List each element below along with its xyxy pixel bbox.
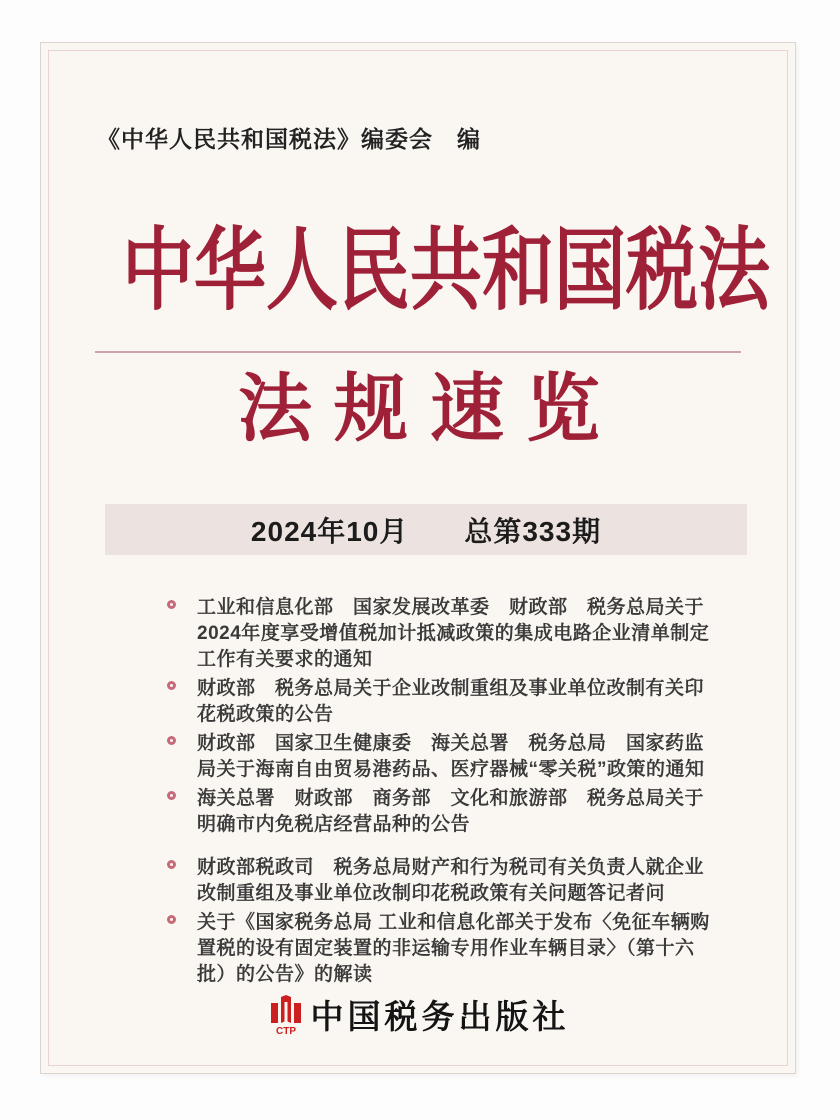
- publisher-logo-icon: [269, 994, 303, 1036]
- book-subtitle: 法规速览: [238, 369, 622, 451]
- list-item-text: 海关总署 财政部 商务部 文化和旅游部 税务总局关于明确市内免税店经营品种的公告: [197, 788, 705, 835]
- list-item-text: 工业和信息化部 国家发展改革委 财政部 税务总局关于2024年度享受增值税加计抵减政策的集成电路企业清单制定工作有关要求的通知: [197, 597, 710, 670]
- issue-date: 2024年10月: [250, 515, 409, 547]
- ring-bullet-icon: [167, 681, 176, 690]
- publisher-name: 中国税务出版社: [310, 1000, 570, 1036]
- list-item: [167, 786, 719, 838]
- list-item-text: 财政部 税务总局关于企业改制重组及事业单位改制有关印花税政策的公告: [197, 678, 705, 725]
- ring-bullet-icon: [167, 915, 176, 924]
- list-item-text: 财政部税政司 税务总局财产和行为税司有关负责人就企业改制重组及事业单位改制印花税政策有关问题答记者问: [197, 857, 705, 904]
- subtitle-block: [41, 369, 797, 451]
- list-item: [167, 595, 719, 673]
- issue-number: 总第333期: [464, 515, 602, 547]
- editor-byline: 《中华人民共和国税法》编委会 编: [97, 126, 481, 152]
- book-title: 中华人民共和国税法: [122, 222, 770, 321]
- title-divider-line: [95, 351, 741, 353]
- list-item: [167, 855, 719, 907]
- ring-bullet-icon: [167, 600, 176, 609]
- book-cover: [40, 42, 796, 1074]
- publisher-block: [41, 991, 797, 1038]
- ring-bullet-icon: [167, 860, 176, 869]
- contents-list: [167, 595, 719, 991]
- ring-bullet-icon: [167, 791, 176, 800]
- issue-info-bar: [105, 504, 747, 555]
- list-item-text: 关于《国家税务总局 工业和信息化部关于发布〈免征车辆购置税的设有固定装置的非运输专用作业车辆目录〉（第十六批）的公告》的解读: [197, 912, 710, 985]
- title-block: [41, 222, 797, 321]
- list-item: [167, 910, 719, 988]
- list-item-text: 财政部 国家卫生健康委 海关总署 税务总局 国家药监局关于海南自由贸易港药品、医疗器械“零关税”政策的通知: [197, 733, 705, 780]
- list-item: [167, 731, 719, 783]
- ring-bullet-icon: [167, 736, 176, 745]
- list-item: [167, 676, 719, 728]
- publisher-logo-abbr: CTP: [275, 1025, 296, 1036]
